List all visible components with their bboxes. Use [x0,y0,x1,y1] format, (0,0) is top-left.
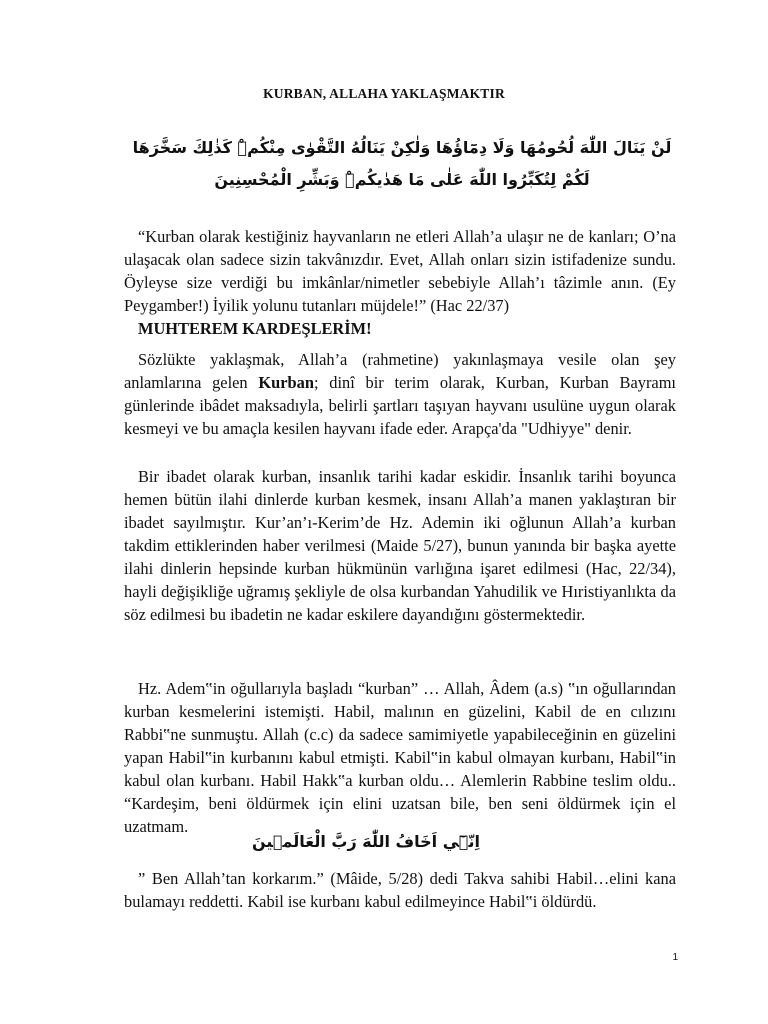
arabic-verse: لَنْ يَنَالَ اللّٰهَ لُحُومُهَا وَلَا دِمَٓاؤُهَا وَلٰكِنْ يَنَالُهُ التَّقْوٰى مِنْكُمْۜ كَذٰلِكَ سَخَّرَهَا لَكُمْ لِتُكَبِّرُوا اللّٰهَ عَلٰى مَا هَدٰيكُمْۜ وَبَشِّرِ الْمُحْسِنِينَ [132,138,672,189]
arabic-quote: اِنّ۪ٓي اَخَافُ اللّٰهَ رَبَّ الْعَالَم۪ينَ [252,832,480,851]
page-number: 1 [672,952,678,963]
document-title: KURBAN, ALLAHA YAKLAŞMAKTIR [263,86,505,101]
kurban-term: Kurban [258,373,314,392]
definition-text-start: Sözlükte yaklaşmak, Allah’a (rahmetine) yakınlaşmaya vesile olan şey anlamlarına gelen [124,350,676,392]
adem-story-paragraph: Hz. Adem‟in oğullarıyla başladı “kurban” … Allah, Âdem (a.s) ‟ın oğullarından kurban kesmelerini istemişti. Habil, malının en güzelini, Kabil de en cılızını Rabbi‟ne sunmuştu. Allah (c.c) da sadece samimiyetle yapabileceğinin en güzelini yapan Habil‟in kurbanını kabul etmişti. Kabil‟in kabul olmayan kurbanı, Habil‟in kabul olan kurbanı. Habil Hakk‟a kurban oldu… Alemlerin Rabbine teslim oldu.. “Kardeşim, beni öldürmek için elini uzatsan bile, ben seni öldürmek için el uzatmam. [124,679,676,836]
definition-paragraph [124,348,676,440]
habil-paragraph: ” Ben Allah’tan korkarım.” (Mâide, 5/28) dedi Takva sahibi Habil…elini kana bulamayı reddetti. Kabil ise kurbanı kabul edilmeyince Habil‟i öldürdü. [124,869,676,911]
history-paragraph: Bir ibadet olarak kurban, insanlık tarihi kadar eskidir. İnsanlık tarihi boyunca hemen bütün ilahi dinlerde kurban kesmek, insanı Allah’a manen yaklaştıran bir ibadet sayılmıştır. Kur’an’ı-Kerim’de Hz. Ademin iki oğlunun Allah’a kurban takdim ettiklerinden haber verilmesi (Maide 5/27), bunun yanında bir başka ayette ilahi dinlerin hepsinde kurban hükmünün varlığına işaret edilmesi (Hac, 22/34), hayli değişikliğe uğramış şekliyle de olsa kurbandan Yahudilik ve Hıristiyanlıkta da söz edilmesi bu ibadetin ne kadar eskilere dayandığını göstermektedir. [124,467,676,624]
definition-text-end: ; dinî bir terim olarak, Kurban, Kurban Bayramı günlerinde ibâdet maksadıyla, belirli şartları taşıyan hayvanı usulüne uygun olarak kesmeyi ve bu amaçla kesilen hayvanı ifade eder. Arapça'da "Udhiyye" denir. [124,373,676,438]
verse-translation-paragraph: “Kurban olarak kestiğiniz hayvanların ne etleri Allah’a ulaşır ne de kanları; O’na ulaşacak olan sadece sizin takvânızdır. Evet, Allah onları sizin istifadenize sundu. Öyleyse size verdiği bu imkânlar/nimetler sebebiyle Allah’ı tâzimle anın. (Ey Peygamber!) İyilik yolunu tutanları müjdele!” (Hac 22/37) [124,227,676,315]
section-heading: MUHTEREM KARDEŞLERİM! [138,319,372,338]
